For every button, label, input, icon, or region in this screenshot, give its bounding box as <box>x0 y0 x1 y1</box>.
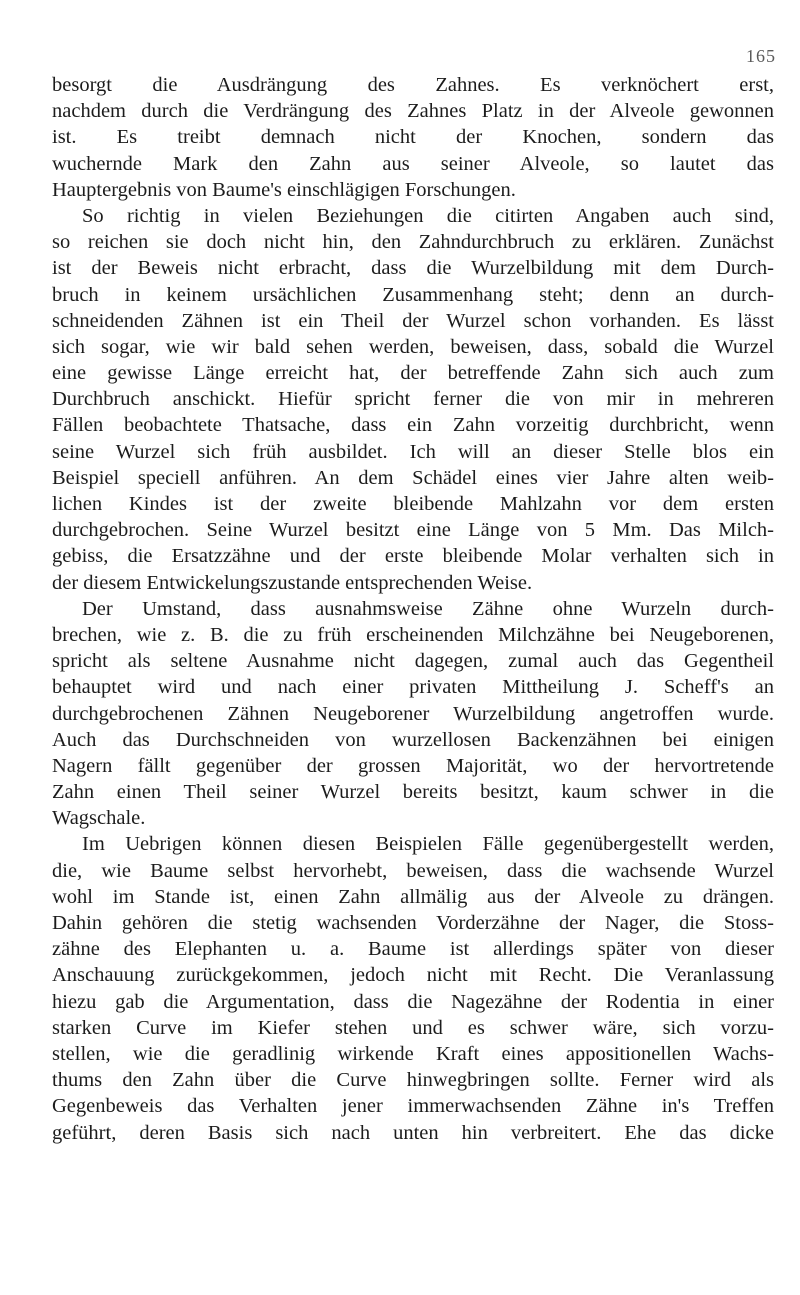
text-line: wuchernde Mark den Zahn aus seiner Alveole, so lautet das <box>52 152 774 175</box>
text-line: thums den Zahn über die Curve hinwegbringen sollte. Ferner wird als <box>52 1069 774 1092</box>
text-line: Anschauung zurückgekommen, jedoch nicht mit Recht. Die Veranlassung <box>52 964 774 987</box>
text-line: bruch in keinem ursächlichen Zusammenhang steht; denn an durch- <box>52 283 774 306</box>
text-line: zähne des Elephanten u. a. Baume ist allerdings später von dieser <box>52 938 774 961</box>
text-line: starken Curve im Kiefer stehen und es schwer wäre, sich vorzu- <box>52 1016 774 1039</box>
paragraph-start-line: Im Uebrigen können diesen Beispielen Fälle gegenübergestellt werden, <box>82 833 774 856</box>
paragraph-start-line: So richtig in vielen Beziehungen die citirten Angaben auch sind, <box>82 204 774 227</box>
text-line: Durchbruch anschickt. Hiefür spricht ferner die von mir in mehreren <box>52 388 774 411</box>
text-line: geführt, deren Basis sich nach unten hin verbreitert. Ehe das dicke <box>52 1121 774 1144</box>
text-line: hiezu gab die Argumentation, dass die Nagezähne der Rodentia in einer <box>52 990 774 1013</box>
text-line: die, wie Baume selbst hervorhebt, beweisen, dass die wachsende Wurzel <box>52 859 774 882</box>
text-line: durchgebrochenen Zähnen Neugeborener Wurzelbildung angetroffen wurde. <box>52 702 774 725</box>
text-line: so reichen sie doch nicht hin, den Zahndurchbruch zu erklären. Zunächst <box>52 231 774 254</box>
text-line: Nagern fällt gegenüber der grossen Majorität, wo der hervortretende <box>52 754 774 777</box>
text-line: durchgebrochen. Seine Wurzel besitzt eine Länge von 5 Mm. Das Milch- <box>52 519 774 542</box>
text-line: Auch das Durchschneiden von wurzellosen Backenzähnen bei einigen <box>52 728 774 751</box>
text-line: sich sogar, wie wir bald sehen werden, beweisen, dass, sobald die Wurzel <box>52 335 774 358</box>
text-line: spricht als seltene Ausnahme nicht dagegen, zumal auch das Gegentheil <box>52 650 774 673</box>
text-line: Beispiel speciell anführen. An dem Schädel eines vier Jahre alten weib- <box>52 466 774 489</box>
text-line: behauptet wird und nach einer privaten Mittheilung J. Scheff's an <box>52 676 774 699</box>
text-line: gebiss, die Ersatzzähne und der erste bleibende Molar verhalten sich in <box>52 545 774 568</box>
text-line: nachdem durch die Verdrängung des Zahnes Platz in der Alveole gewonnen <box>52 100 774 123</box>
text-line: Gegenbeweis das Verhalten jener immerwachsenden Zähne in's Treffen <box>52 1095 774 1118</box>
text-line: besorgt die Ausdrängung des Zahnes. Es verknöchert erst, <box>52 74 774 96</box>
text-line: Wagschale. <box>52 807 146 830</box>
text-line: seine Wurzel sich früh ausbildet. Ich will an dieser Stelle blos ein <box>52 440 774 463</box>
text-line: schneidenden Zähnen ist ein Theil der Wurzel schon vorhanden. Es lässt <box>52 309 774 332</box>
text-line: ist der Beweis nicht erbracht, dass die Wurzelbildung mit dem Durch- <box>52 257 774 280</box>
text-line: eine gewisse Länge erreicht hat, der betreffende Zahn sich auch zum <box>52 362 774 385</box>
text-line: wohl im Stande ist, einen Zahn allmälig aus der Alveole zu drängen. <box>52 885 774 908</box>
paragraph-start-line: Der Umstand, dass ausnahmsweise Zähne ohne Wurzeln durch- <box>82 597 774 620</box>
body-text <box>52 72 774 1146</box>
text-line: stellen, wie die geradlinig wirkende Kraft eines appositionellen Wachs- <box>52 1042 774 1065</box>
text-line: Dahin gehören die stetig wachsenden Vorderzähne der Nager, die Stoss- <box>52 912 774 934</box>
page-number: 165 <box>746 46 776 66</box>
text-line: Zahn einen Theil seiner Wurzel bereits besitzt, kaum schwer in die <box>52 781 774 804</box>
text-line: Hauptergebnis von Baume's einschlägigen Forschungen. <box>52 178 516 201</box>
text-line: brechen, wie z. B. die zu früh erscheinenden Milchzähne bei Neugeborenen, <box>52 623 774 646</box>
text-line: ist. Es treibt demnach nicht der Knochen, sondern das <box>52 126 774 149</box>
text-line: Fällen beobachtete Thatsache, dass ein Zahn vorzeitig durchbricht, wenn <box>52 414 774 437</box>
text-line: der diesem Entwickelungszustande entsprechenden Weise. <box>52 571 533 594</box>
text-line: lichen Kindes ist der zweite bleibende Mahlzahn vor dem ersten <box>52 493 774 515</box>
